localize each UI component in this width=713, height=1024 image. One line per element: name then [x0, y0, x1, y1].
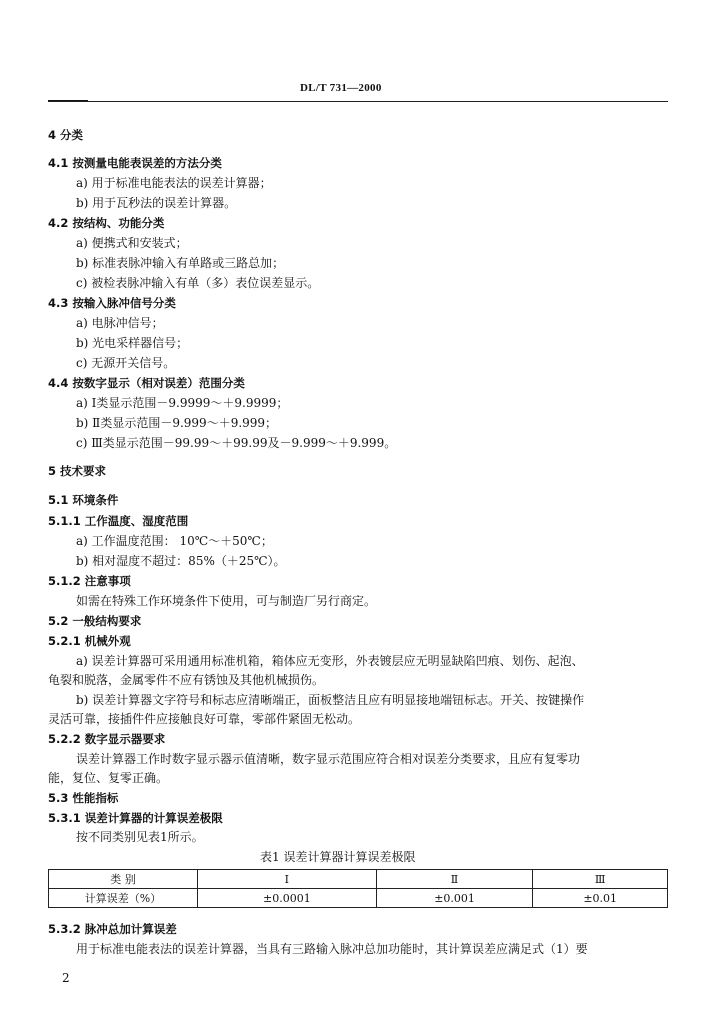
list-item: b) 相对湿度不超过：85%（＋25℃）。	[76, 554, 286, 568]
list-item: a) 便携式和安装式；	[76, 236, 188, 250]
section-heading: 5 技术要求	[48, 464, 107, 478]
subsection-heading: 5.3.2 脉冲总加计算误差	[48, 922, 177, 936]
table-caption: 表1 误差计算器计算误差极限	[260, 850, 416, 864]
table-header-row	[49, 870, 668, 889]
table-cell: ±0.0001	[198, 889, 377, 908]
paragraph-continuation: 龟裂和脱落，金属零件不应有锈蚀及其他机械损伤。	[48, 673, 325, 687]
subsection-heading: 4.2 按结构、功能分类	[48, 216, 165, 230]
paragraph: 按不同类别见表1所示。	[76, 830, 204, 844]
list-item: c) Ⅲ类显示范围－99.99～＋99.99及－9.999～＋9.999。	[76, 436, 397, 450]
section-heading: 4 分类	[48, 128, 84, 142]
paragraph-continuation: 能，复位、复零正确。	[48, 771, 169, 785]
list-item: b) Ⅱ类显示范围－9.999～＋9.999；	[76, 416, 278, 430]
paragraph: 用于标准电能表法的误差计算器，当具有三路输入脉冲总加功能时，其计算误差应满足式（1）要	[76, 942, 588, 956]
table-header-cell: Ⅱ	[376, 870, 533, 889]
subsection-heading: 5.2.1 机械外观	[48, 634, 131, 648]
paragraph: b) 误差计算器文字符号和标志应清晰端正，面板整洁且应有明显接地端钮标志。开关、按键操作	[76, 693, 585, 707]
paragraph-continuation: 灵活可靠，接插件件应接触良好可靠，零部件紧固无松动。	[48, 712, 361, 726]
table-cell: ±0.001	[376, 889, 533, 908]
list-item: a) 电脉冲信号；	[76, 316, 164, 330]
paragraph: 误差计算器工作时数字显示器示值清晰，数字显示范围应符合相对误差分类要求，且应有复零功	[76, 752, 581, 766]
subsection-heading: 5.2.2 数字显示器要求	[48, 732, 166, 746]
standard-code: DL/T 731—2000	[300, 82, 382, 94]
page-number: 2	[62, 971, 70, 985]
table-header-cell: 类 别	[49, 870, 198, 889]
subsection-heading: 5.3 性能指标	[48, 791, 119, 805]
header-rule	[48, 101, 668, 102]
table-row	[49, 889, 668, 908]
list-item: c) 被检表脉冲输入有单（多）表位误差显示。	[76, 276, 320, 290]
subsection-heading: 4.4 按数字显示（相对误差）范围分类	[48, 376, 245, 390]
subsection-heading: 5.1 环境条件	[48, 493, 119, 507]
table-cell: ±0.01	[533, 889, 668, 908]
paragraph: 如需在特殊工作环境条件下使用，可与制造厂另行商定。	[76, 594, 377, 608]
subsection-heading: 4.1 按测量电能表误差的方法分类	[48, 156, 222, 170]
subsection-heading: 5.1.2 注意事项	[48, 574, 131, 588]
list-item: a) Ⅰ类显示范围－9.9999～＋9.9999；	[76, 396, 289, 410]
table-header-cell: Ⅰ	[198, 870, 377, 889]
list-item: a) 工作温度范围： 10℃～＋50℃；	[76, 534, 273, 548]
table-header-cell: Ⅲ	[533, 870, 668, 889]
error-limit-table	[48, 869, 668, 908]
table-cell: 计算误差（%）	[49, 889, 198, 908]
subsection-heading: 5.3.1 误差计算器的计算误差极限	[48, 811, 223, 825]
subsection-heading: 4.3 按输入脉冲信号分类	[48, 296, 176, 310]
list-item: b) 用于瓦秒法的误差计算器。	[76, 196, 237, 210]
paragraph: a) 误差计算器可采用通用标准机箱，箱体应无变形，外表镀层应无明显缺陷凹痕、划伤、起泡、	[76, 654, 584, 668]
list-item: b) 光电采样器信号；	[76, 336, 189, 350]
list-item: b) 标准表脉冲输入有单路或三路总加；	[76, 256, 285, 270]
subsection-heading: 5.1.1 工作温度、湿度范围	[48, 514, 189, 528]
subsection-heading: 5.2 一般结构要求	[48, 614, 142, 628]
list-item: c) 无源开关信号。	[76, 356, 176, 370]
list-item: a) 用于标准电能表法的误差计算器；	[76, 176, 272, 190]
